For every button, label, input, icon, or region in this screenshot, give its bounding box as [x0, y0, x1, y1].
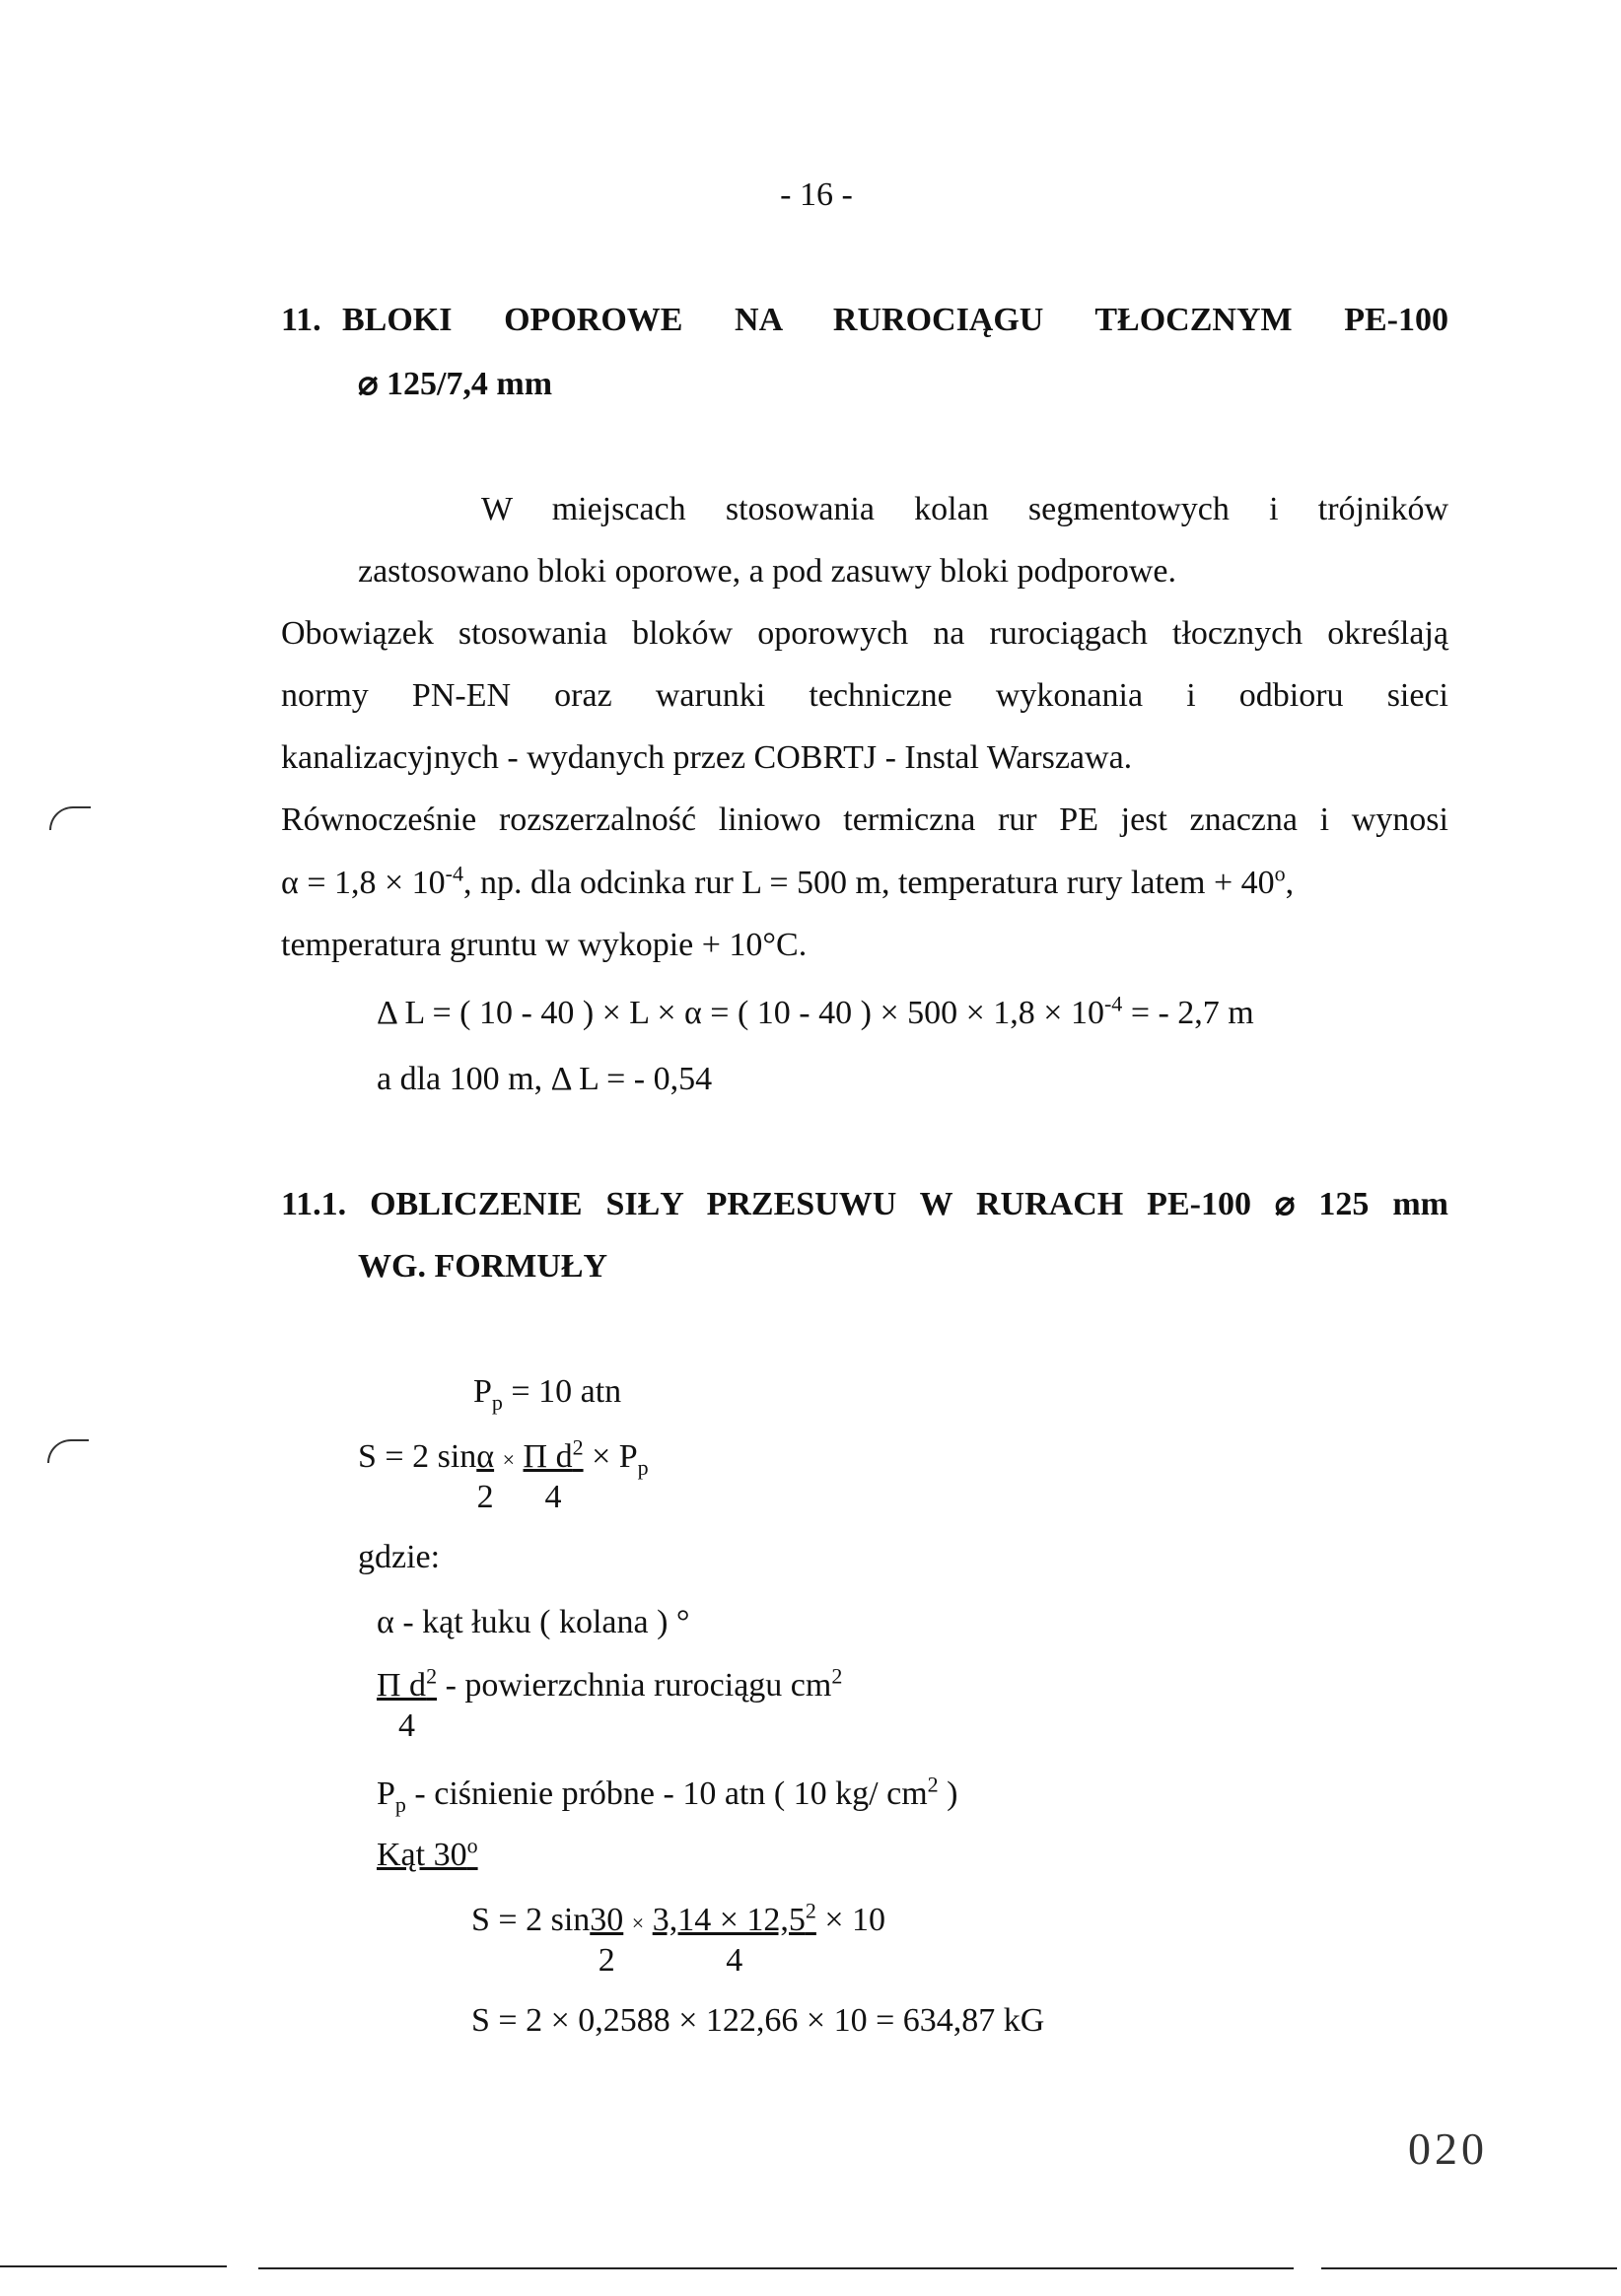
- paragraph-3-line3: temperatura gruntu w wykopie + 10°C.: [281, 927, 808, 963]
- section-11-1-title-line1: 11.1. OBLICZENIE SIŁY PRZESUWU W RURACH PE-100 ⌀ 125 mm: [281, 1186, 1448, 1222]
- formula-delta-l-100m: a dla 100 m, Δ L = - 0,54: [377, 1061, 713, 1097]
- section-number: 11.: [281, 302, 321, 338]
- paragraph-1-line2: zastosowano bloki oporowe, a pod zasuwy bloki podporowe.: [358, 553, 1177, 590]
- bottom-rule: [258, 2267, 1294, 2269]
- bottom-rule: [0, 2265, 227, 2267]
- formula-s-general: S = 2 sin $\frac{\alpha}{2}$ × $\frac{\Pi d^2}{4}$ × $P_p$: [358, 1434, 649, 1515]
- section-title-line1: BLOKI OPOROWE NA RUROCIĄGU TŁOCZNYM PE-100: [342, 302, 1448, 338]
- gdzie-label: gdzie:: [358, 1539, 441, 1575]
- margin-mark: [49, 806, 91, 830]
- section-11-1-title-line2: WG. FORMUŁY: [358, 1248, 608, 1285]
- paragraph-3-line1: Równocześnie rozszerzalność liniowo termiczna rur PE jest znaczna i wynosi: [281, 801, 1448, 838]
- paragraph-2-line1: Obowiązek stosowania bloków oporowych na rurociągach tłocznych określają: [281, 615, 1448, 652]
- margin-mark: [47, 1439, 89, 1463]
- formula-s-result: S = 2 × 0,2588 × 122,66 × 10 = 634,87 kG: [471, 2002, 1045, 2039]
- paragraph-2-line3: kanalizacyjnych - wydanych przez COBRTJ - Instal Warszawa.: [281, 739, 1133, 776]
- paragraph-1-line1: W miejscach stosowania kolan segmentowych i trójników: [481, 491, 1448, 527]
- section-title-line2: ⌀ 125/7,4 mm: [358, 366, 553, 402]
- paragraph-2-line2: normy PN-EN oraz warunki techniczne wykonania i odbioru sieci: [281, 677, 1448, 714]
- definition-alpha: α - kąt łuku ( kolana ) °: [377, 1604, 690, 1640]
- page-number: - 16 -: [780, 176, 853, 213]
- page-stamp: 020: [1408, 2123, 1488, 2174]
- section-11-heading: [281, 301, 1448, 341]
- angle-30-label: Kąt 30$^o$: [377, 1833, 478, 1873]
- formula-delta-l: Δ L = ( 10 - 40 ) × L × α = ( 10 - 40 ) × $500 \times 1,8 \times 10^{-4}$ = - 2,7 m: [377, 991, 1254, 1031]
- formula-s-30deg: S = 2 sin $\frac{30}{2}$ × $\frac{3,14 \times 12,5^2}{4}$ × 10: [471, 1898, 886, 1979]
- bottom-rule: [1321, 2267, 1617, 2269]
- paragraph-3-line2: $\alpha = 1,8 \times 10^{-4}$, np. dla odcinka rur L = 500 m, temperatura rury latem + $40^o$,: [281, 861, 1295, 901]
- definition-pp: $P_p$ - ciśnienie próbne - 10 atn ( 10 kg/ $cm^2$ ): [377, 1772, 958, 1817]
- definition-area: $\frac{\Pi d^2}{4}$ - powierzchnia rurociągu $cm^2$: [377, 1663, 843, 1744]
- pp-value: $P_p = 10$ atn: [473, 1373, 622, 1415]
